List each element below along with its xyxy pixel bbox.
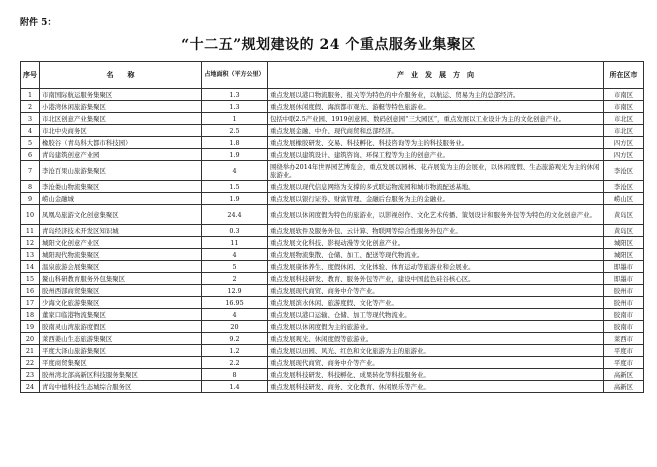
row-number: 15 (21, 273, 40, 285)
row-number: 4 (21, 125, 40, 137)
industry-direction: 重点发展现代商贸、商务中介等产业。 (268, 285, 604, 297)
district-name: 胶州市 (604, 297, 644, 309)
area-value: 0.3 (202, 225, 268, 237)
district-name: 崂山区 (604, 193, 644, 205)
district-name: 四方区 (604, 137, 644, 149)
industry-direction: 围绕举办2014年世界园艺博览会，重点发展以园林、花卉展览为主的会展业，以休闲度假、生态旅游观光为主的休闲旅游业。 (268, 161, 604, 181)
district-name: 市南区 (604, 101, 644, 113)
industry-direction: 重点发展以建筑设计、建筑咨询、环保工程等为主的创意产业。 (268, 149, 604, 161)
district-name: 李沧区 (604, 181, 644, 193)
cluster-name: 凤凰岛旅游文化创意集聚区 (40, 205, 202, 225)
row-number: 18 (21, 309, 40, 321)
cluster-name: 市北区创意产业集聚区 (40, 113, 202, 125)
district-name: 胶南市 (604, 309, 644, 321)
table-row (21, 149, 644, 161)
area-value: 5 (202, 261, 268, 273)
table-row (21, 297, 644, 309)
industry-direction: 重点发展文化科技、影视动漫等文化创意产业。 (268, 237, 604, 249)
area-value: 1.2 (202, 345, 268, 357)
district-name: 黄岛区 (604, 205, 644, 225)
industry-direction: 包括中联2.5产业园、1919创意园、数码创意园“三大园区”，重点发展以工业设计为主的文化创意产业。 (268, 113, 604, 125)
table-row (21, 181, 644, 193)
cluster-name: 李沧百果山旅游集聚区 (40, 161, 202, 181)
row-number: 10 (21, 205, 40, 225)
district-name: 胶州市 (604, 285, 644, 297)
industry-direction: 重点发展科技研发、商务、文化教育、休闲娱乐等产业。 (268, 381, 604, 393)
row-number: 1 (21, 89, 40, 101)
cluster-name: 青岛建筑创意产业园 (40, 149, 202, 161)
row-number: 19 (21, 321, 40, 333)
table-row (21, 125, 644, 137)
industry-direction: 重点发展物流集散、仓储、加工、配送等现代物流业。 (268, 249, 604, 261)
area-value: 4 (202, 249, 268, 261)
district-name: 即墨市 (604, 261, 644, 273)
table-row (21, 381, 644, 393)
table-row (21, 345, 644, 357)
district-name: 平度市 (604, 345, 644, 357)
table-row (21, 161, 644, 181)
industry-direction: 重点发展现代商贸、商务中介等产业。 (268, 357, 604, 369)
cluster-name: 市南国际航运服务集聚区 (40, 89, 202, 101)
header-no: 序号 (21, 62, 40, 89)
cluster-name: 温泉旅游会展集聚区 (40, 261, 202, 273)
cluster-name: 少海文化旅游集聚区 (40, 297, 202, 309)
district-name: 市北区 (604, 125, 644, 137)
row-number: 11 (21, 225, 40, 237)
industry-direction: 重点发展观光、休闲度假等旅游业。 (268, 333, 604, 345)
area-value: 11 (202, 237, 268, 249)
industry-direction: 重点发展以港口运输、仓储、加工等现代物流业。 (268, 309, 604, 321)
annex-label: 附件 5： (20, 18, 57, 28)
district-name: 莱西市 (604, 333, 644, 345)
area-value: 1.3 (202, 101, 268, 113)
cluster-name: 市北中央商务区 (40, 125, 202, 137)
area-value: 1.4 (202, 381, 268, 393)
table-row (21, 273, 644, 285)
row-number: 7 (21, 161, 40, 181)
table-row (21, 309, 644, 321)
area-value: 16.95 (202, 297, 268, 309)
row-number: 21 (21, 345, 40, 357)
cluster-name: 莱西姜山生态旅游集聚区 (40, 333, 202, 345)
industry-direction: 重点发展以港口物流服务、报关等为特色的中介服务业，以航运、贸易为主的总部经济。 (268, 89, 604, 101)
area-value: 1.5 (202, 181, 268, 193)
area-value: 2.2 (202, 357, 268, 369)
industry-direction: 重点发展以现代信息网络为支撑的多式联运物流园和城市物流配送基地。 (268, 181, 604, 193)
table-row (21, 225, 644, 237)
industry-direction: 重点发展金融、中介、现代商贸和总部经济。 (268, 125, 604, 137)
area-value: 1.8 (202, 137, 268, 149)
cluster-name: 崂山金融城 (40, 193, 202, 205)
district-name: 黄岛区 (604, 225, 644, 237)
cluster-name: 城阳文化创意产业区 (40, 237, 202, 249)
row-number: 23 (21, 369, 40, 381)
area-value: 4 (202, 309, 268, 321)
table-row (21, 205, 644, 225)
row-number: 6 (21, 149, 40, 161)
cluster-name: 青岛中德科技生态城综合服务区 (40, 381, 202, 393)
table-row (21, 89, 644, 101)
table-row (21, 193, 644, 205)
area-value: 8 (202, 369, 268, 381)
header-name: 名 称 (40, 62, 202, 89)
district-name: 城阳区 (604, 249, 644, 261)
industry-direction: 重点发展科技研发、教育、服务外包等产业，建设中国蓝色硅谷核心区。 (268, 273, 604, 285)
table-row (21, 357, 644, 369)
area-value: 1.3 (202, 89, 268, 101)
row-number: 22 (21, 357, 40, 369)
table-row (21, 237, 644, 249)
cluster-name: 小港湾休闲旅游集聚区 (40, 101, 202, 113)
table-row (21, 249, 644, 261)
table-row (21, 333, 644, 345)
row-number: 13 (21, 249, 40, 261)
area-value: 1.9 (202, 193, 268, 205)
industry-direction: 重点发展科技研发、科技孵化、成果转化等科技服务业。 (268, 369, 604, 381)
area-value: 2.5 (202, 125, 268, 137)
cluster-name: 橡胶谷（青岛科大都市科技园） (40, 137, 202, 149)
area-value: 9.2 (202, 333, 268, 345)
district-name: 高新区 (604, 381, 644, 393)
header-district: 所在区市 (604, 62, 644, 89)
row-number: 12 (21, 237, 40, 249)
district-name: 李沧区 (604, 161, 644, 181)
cluster-name: 鳌山科研教育服务外包集聚区 (40, 273, 202, 285)
industry-direction: 重点发展滨水休闲、旅游度假、文化等产业。 (268, 297, 604, 309)
area-value: 4 (202, 161, 268, 181)
page-title: “十二五”规划建设的 24 个重点服务业集聚区 (181, 37, 476, 53)
district-name: 市北区 (604, 113, 644, 125)
cluster-name: 胶南灵山湾旅游度假区 (40, 321, 202, 333)
row-number: 8 (21, 181, 40, 193)
cluster-name: 平度大泽山旅游集聚区 (40, 345, 202, 357)
cluster-name: 城阳现代物流集聚区 (40, 249, 202, 261)
row-number: 20 (21, 333, 40, 345)
row-number: 2 (21, 101, 40, 113)
district-name: 市南区 (604, 89, 644, 101)
header-area: 占地面积（平方公里） (202, 62, 268, 89)
industry-direction: 重点发展橡胶研发、交易、科技孵化、科技咨询等为主的科技服务业。 (268, 137, 604, 149)
row-number: 16 (21, 285, 40, 297)
area-value: 1 (202, 113, 268, 125)
table-row (21, 113, 644, 125)
district-name: 四方区 (604, 149, 644, 161)
area-value: 1.9 (202, 149, 268, 161)
cluster-name: 董家口临港物流集聚区 (40, 309, 202, 321)
area-value: 24.4 (202, 205, 268, 225)
table-row (21, 261, 644, 273)
table-row (21, 137, 644, 149)
row-number: 17 (21, 297, 40, 309)
cluster-name: 青岛经济技术开发区知识城 (40, 225, 202, 237)
district-name: 城阳区 (604, 237, 644, 249)
table-row (21, 369, 644, 381)
row-number: 5 (21, 137, 40, 149)
table-row (21, 101, 644, 113)
area-value: 12.9 (202, 285, 268, 297)
row-number: 3 (21, 113, 40, 125)
header-direction: 产 业 发 展 方 向 (268, 62, 604, 89)
table-row (21, 321, 644, 333)
industry-direction: 重点发展以田园、风光、红色和文化旅游为主的旅游业。 (268, 345, 604, 357)
district-name: 即墨市 (604, 273, 644, 285)
row-number: 9 (21, 193, 40, 205)
industry-direction: 重点发展休闲度假、海滨都市观光、游艇等特色旅游业。 (268, 101, 604, 113)
service-cluster-table (20, 61, 644, 393)
row-number: 14 (21, 261, 40, 273)
cluster-name: 胶州湾北部高新区科技服务集聚区 (40, 369, 202, 381)
table-header-row (21, 62, 644, 89)
district-name: 平度市 (604, 357, 644, 369)
industry-direction: 重点发展以休闲度假为主的旅游业。 (268, 321, 604, 333)
industry-direction: 重点发展以银行证券、财富管理、金融后台服务为主的金融业。 (268, 193, 604, 205)
industry-direction: 重点发展软件及服务外包、云计算、物联网等综合性服务外包产业。 (268, 225, 604, 237)
cluster-name: 胶州西部商贸集聚区 (40, 285, 202, 297)
district-name: 高新区 (604, 369, 644, 381)
row-number: 24 (21, 381, 40, 393)
area-value: 20 (202, 321, 268, 333)
cluster-name: 平度商贸集聚区 (40, 357, 202, 369)
district-name: 胶南市 (604, 321, 644, 333)
industry-direction: 重点发展康体养生、度假休闲、文化体验、体育运动等旅游业和会展业。 (268, 261, 604, 273)
area-value: 2 (202, 273, 268, 285)
cluster-name: 李沧娄山物流集聚区 (40, 181, 202, 193)
industry-direction: 重点发展以休闲度假为特色的旅游业，以影视创作、文化艺术传播、策划设计和服务外包等为特色的文化创意产业。 (268, 205, 604, 225)
table-row (21, 285, 644, 297)
